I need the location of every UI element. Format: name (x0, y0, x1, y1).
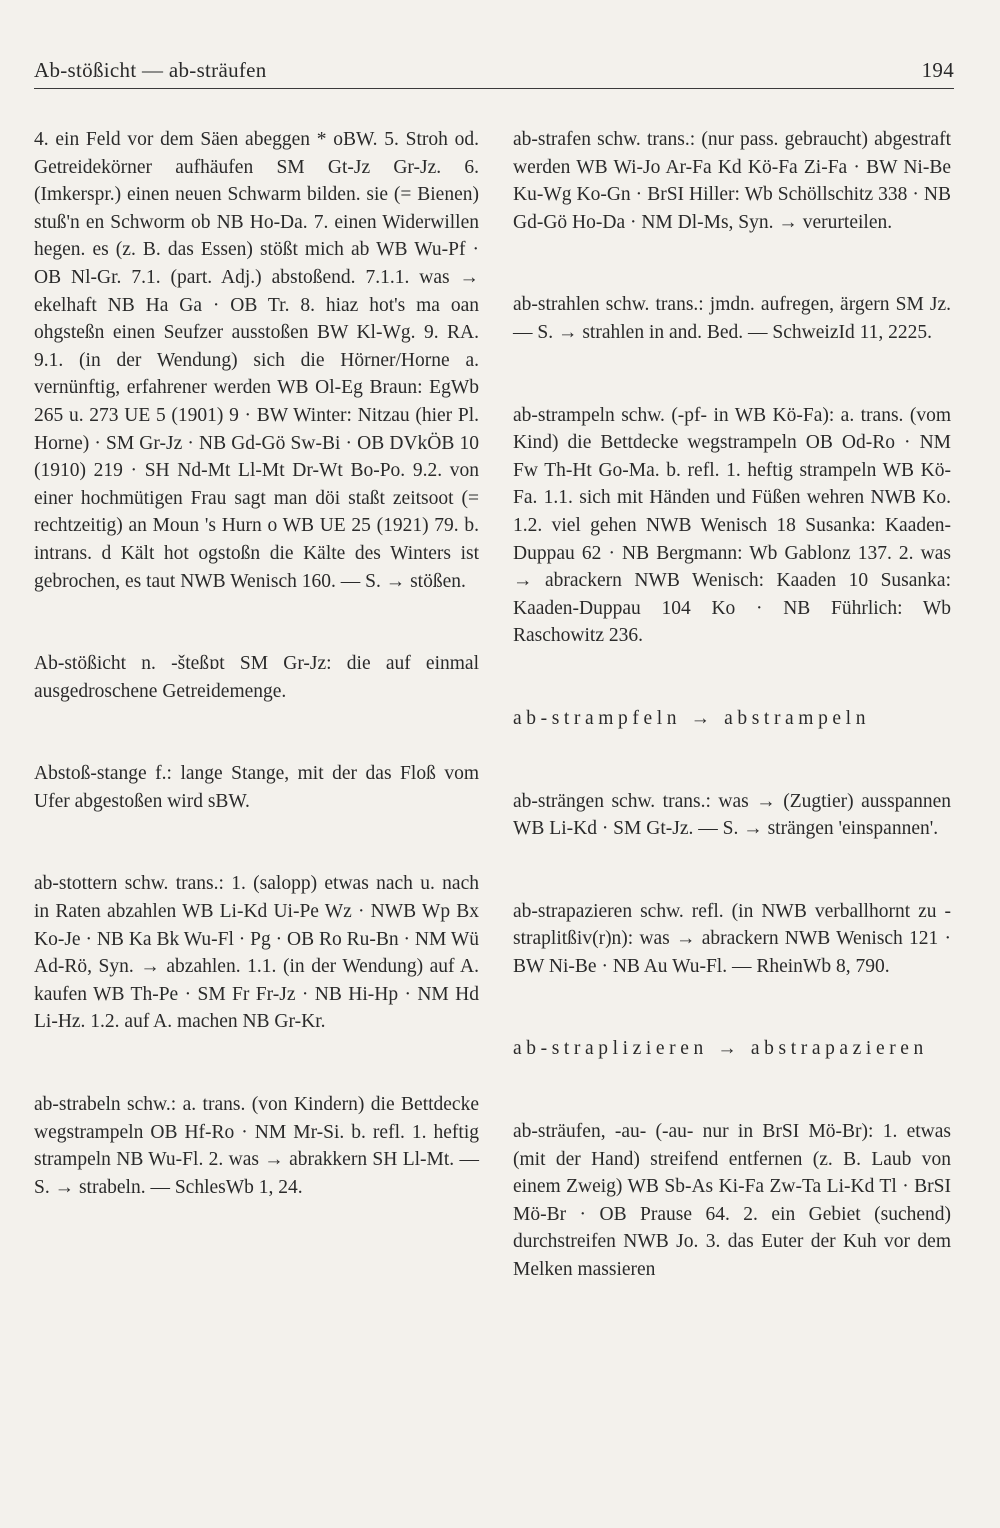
entry-ab-strahlen: ab-strahlen schw. trans.: jmdn. aufregen, ärgern SM Jz. — S. → strahlen in and. Bed. — SchweizId 11, 2225. (513, 294, 951, 343)
left-column (34, 126, 479, 1201)
entry-ab-strampeln: ab-strampeln schw. (-pf- in WB Kö-Fa): a. trans. (vom Kind) die Bettdecke wegstrampeln OB Od-Ro · NM Fw Th-Ht Go-Ma. b. refl. 1. heftig strampeln WB Kö-Fa. 1.1. sich mit Händen und Füßen wehren NWB Ko. 1.2. viel gehen NWB Wenisch 18 Susanka: Kaaden-Duppau 62 · NB Bergmann: Wb Gablonz 137. 2. was → abrackern NWB Wenisch: Kaaden 10 Susanka: Kaaden-Duppau 104 Ko · NB Führlich: Wb Raschowitz 236. (513, 404, 951, 647)
running-title: Ab-stößicht — ab-sträufen (34, 58, 267, 82)
entry-ab-straengen: ab-strängen schw. trans.: was → (Zugtier) ausspannen WB Li-Kd · SM Gt-Jz. — S. → strängen 'einspannen'. (513, 790, 951, 840)
page-header (34, 58, 954, 83)
entry-ab-stoessicht: Ab-stößicht n. -šteßɒt SM Gr-Jz: die auf einmal ausgedroschene Getreidemenge. (34, 653, 479, 702)
entry-ab-strafen: ab-strafen schw. trans.: (nur pass. gebraucht) abgestraft werden WB Wi-Jo Ar-Fa Kd Kö-Fa Zi-Fa · BW Ni-Be Ku-Wg Ko-Gn · BrSI Hiller: Wb Schöllschitz 338 · NB Gd-Gö Ho-Da · NM Dl-Ms, Syn. → verurteilen. (513, 129, 951, 233)
header-rule (34, 88, 954, 89)
entry-ab-straeufen: ab-sträufen, -au- (-au- nur in BrSI Mö-Br): 1. etwas (mit der Hand) streifend entfernen (z. B. Laub von einem Zweig) WB Sb-As Ki-Fa Zw-Ta Li-Kd Tl · BrSI Mö-Br · OB Prause 64. 2. ein Gebiet (suchend) durchstreifen NWB Jo. 3. das Euter der Kuh vor dem Melken massieren (513, 1121, 951, 1281)
entry-ab-strabeln: ab-strabeln schw.: a. trans. (von Kindern) die Bettdecke wegstrampeln OB Hf-Ro · NM Mr-Si. b. refl. 1. heftig strampeln NB Wu-Fl. 2. was → abrakkern SH Ll-Mt. — S. → strabeln. — SchlesWb 1, 24. (34, 1094, 479, 1198)
entry-abstossen-continued: 4. ein Feld vor dem Säen abeggen * oBW. 5. Stroh od. Getreidekörner aufhäufen SM Gt-Jz Gr-Jz. 6. (Imkerspr.) einen neuen Schwarm bilden. sie (= Bienen) stuß'n en Schworm ob NB Ho-Da. 7. einen Widerwillen hegen. es (z. B. das Essen) stößt mich ab WB Wu-Pf · OB Nl-Gr. 7.1. (part. Adj.) abstoßend. 7.1.1. was → ekelhaft NB Ha Ga · OB Tr. 8. hiaz hot's ma oan ohgsteßn einen Seufzer ausstoßen BW Kl-Wg. 9. RA. 9.1. (in der Wendung) sich die Hörner/Horne a. vernünftig, erfahrener werden WB Ol-Eg Braun: EgWb 265 u. 273 UE 5 (1901) 9 · BW Winter: Nitzau (hier Pl. Horne) · SM Gr-Jz · NB Gd-Gö Sw-Bi · OB DVkÖB 10 (1910) 219 · SH Nd-Mt Ll-Mt Dr-Wt Bo-Po. 9.2. von einer hochmütigen Frau sagt man döi staßt zeitsoot (= rechtzeitig) an Moun 's Hurn o WB UE 25 (1921) 79. b. intrans. d Kält hot ogstoßn die Kälte des Winters ist gebrochen, es taut NWB Wenisch 160. — S. → stößen. (34, 129, 479, 592)
entry-ab-strapazieren: ab-strapazieren schw. refl. (in NWB verballhornt zu -straplitßiv(r)n): was → abrackern NWB Wenisch 121 · BW Ni-Be · NB Au Wu-Fl. — RheinWb 8, 790. (513, 900, 951, 977)
entry-ab-straplizieren: ab-straplizieren → abstrapazieren (513, 1038, 928, 1060)
entry-abstoss-stange: Abstoß-stange f.: lange Stange, mit der das Floß vom Ufer abgestoßen wird sBW. (34, 763, 479, 812)
right-column (513, 126, 951, 1284)
page-number: 194 (921, 58, 954, 82)
entry-ab-strampfeln: ab-strampfeln → abstrampeln (513, 707, 871, 729)
entry-ab-stottern: ab-stottern schw. trans.: 1. (salopp) etwas nach u. nach in Raten abzahlen WB Li-Kd Ui-Pe Wz · NWB Wp Bx Ko-Je · NB Ka Bk Wu-Fl · Pg · OB Ro Ru-Bn · NM Wü Ad-Rö, Syn. → abzahlen. 1.1. (in der Wendung) auf A. kaufen WB Th-Pe · SM Fr Fr-Jz · NB Hi-Hp · NM Hd Li-Hz. 1.2. auf A. machen NB Gr-Kr. (34, 873, 479, 1033)
